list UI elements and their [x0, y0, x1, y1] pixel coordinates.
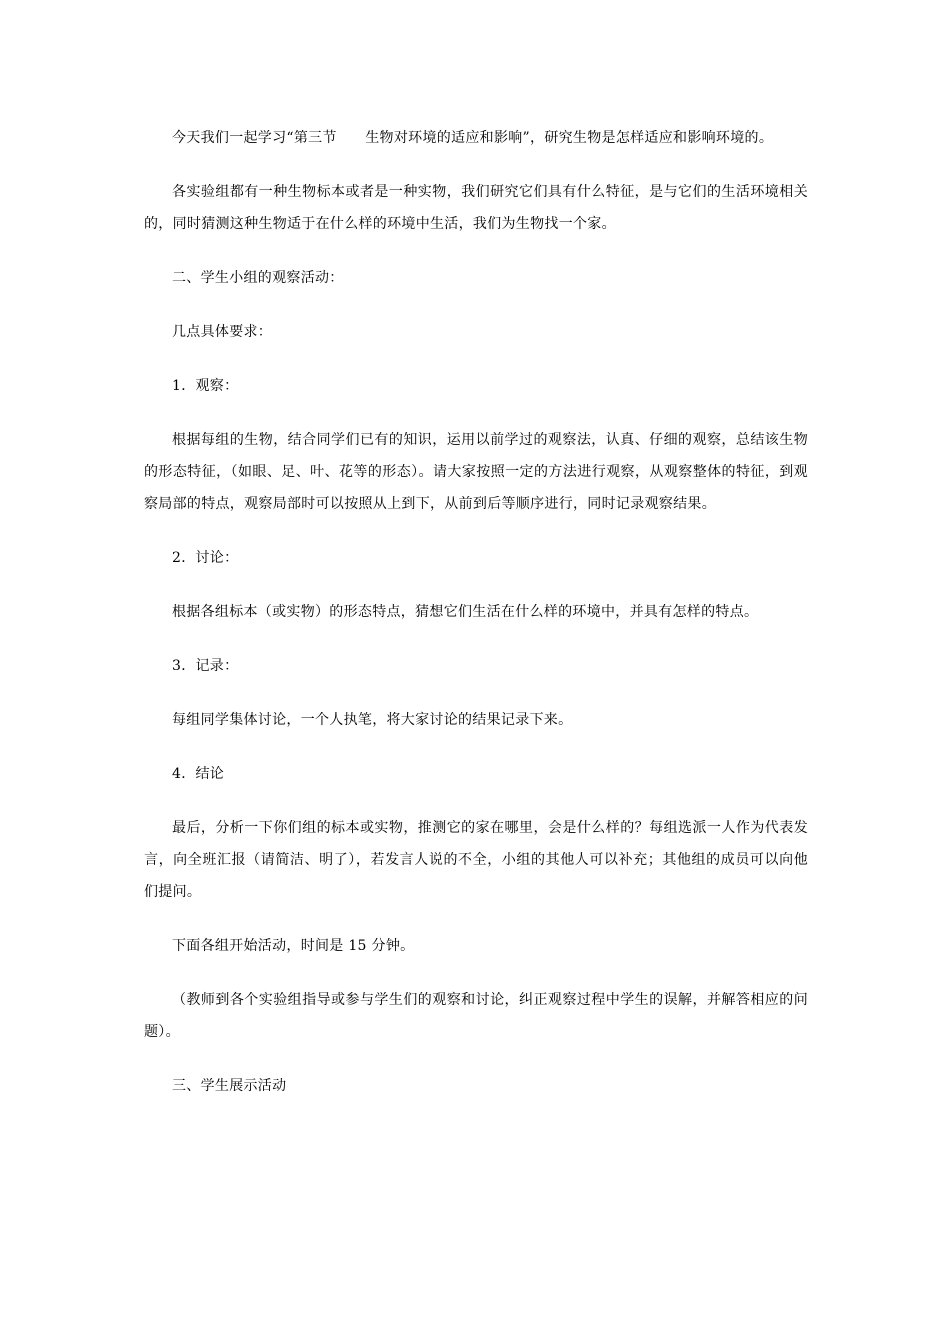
- item-conclusion-heading: 4．结论: [172, 766, 225, 782]
- item-observe-heading: 1．观察：: [172, 378, 239, 394]
- activity-time-paragraph: 下面各组开始活动，时间是 15 分钟。: [172, 938, 415, 954]
- observe-paragraph: 根据每组的生物，结合同学们已有的知识，运用以前学过的观察法，认真、仔细的观察，总结该生物的形态特征，（如眼、足、叶、花等的形态）。请大家按照一定的方法进行观察，从观察整体的特征，到观察局部的特点，观察局部时可以按照从上到下，从前到后等顺序进行，同时记录观察结果。: [144, 432, 808, 512]
- section-heading-observation: 二、学生小组的观察活动：: [172, 270, 344, 286]
- item-record-heading: 3．记录：: [172, 658, 239, 674]
- intro-paragraph: 今天我们一起学习“第三节 生物对环境的适应和影响”，研究生物是怎样适应和影响环境的。: [172, 130, 774, 146]
- record-paragraph: 每组同学集体讨论，一个人执笔，将大家讨论的结果记录下来。: [172, 712, 573, 728]
- item-discuss-heading: 2．讨论：: [172, 550, 239, 566]
- teacher-note-paragraph: （教师到各个实验组指导或参与学生们的观察和讨论，纠正观察过程中学生的误解，并解答相应的问题）。: [144, 992, 808, 1040]
- requirements-heading: 几点具体要求：: [172, 324, 273, 340]
- discuss-paragraph: 根据各组标本（或实物）的形态特点，猜想它们生活在什么样的环境中，并具有怎样的特点。: [172, 604, 759, 620]
- document-body: [144, 122, 808, 1102]
- conclusion-paragraph: 最后，分析一下你们组的标本或实物，推测它的家在哪里，会是什么样的？每组选派一人作为代表发言，向全班汇报（请简洁、明了），若发言人说的不全，小组的其他人可以补充；其他组的成员可以向他们提问。: [144, 820, 808, 900]
- experiment-groups-paragraph: 各实验组都有一种生物标本或者是一种实物，我们研究它们具有什么特征，是与它们的生活环境相关的，同时猜测这种生物适于在什么样的环境中生活，我们为生物找一个家。: [144, 184, 808, 232]
- section-heading-presentation: 三、学生展示活动: [172, 1078, 287, 1094]
